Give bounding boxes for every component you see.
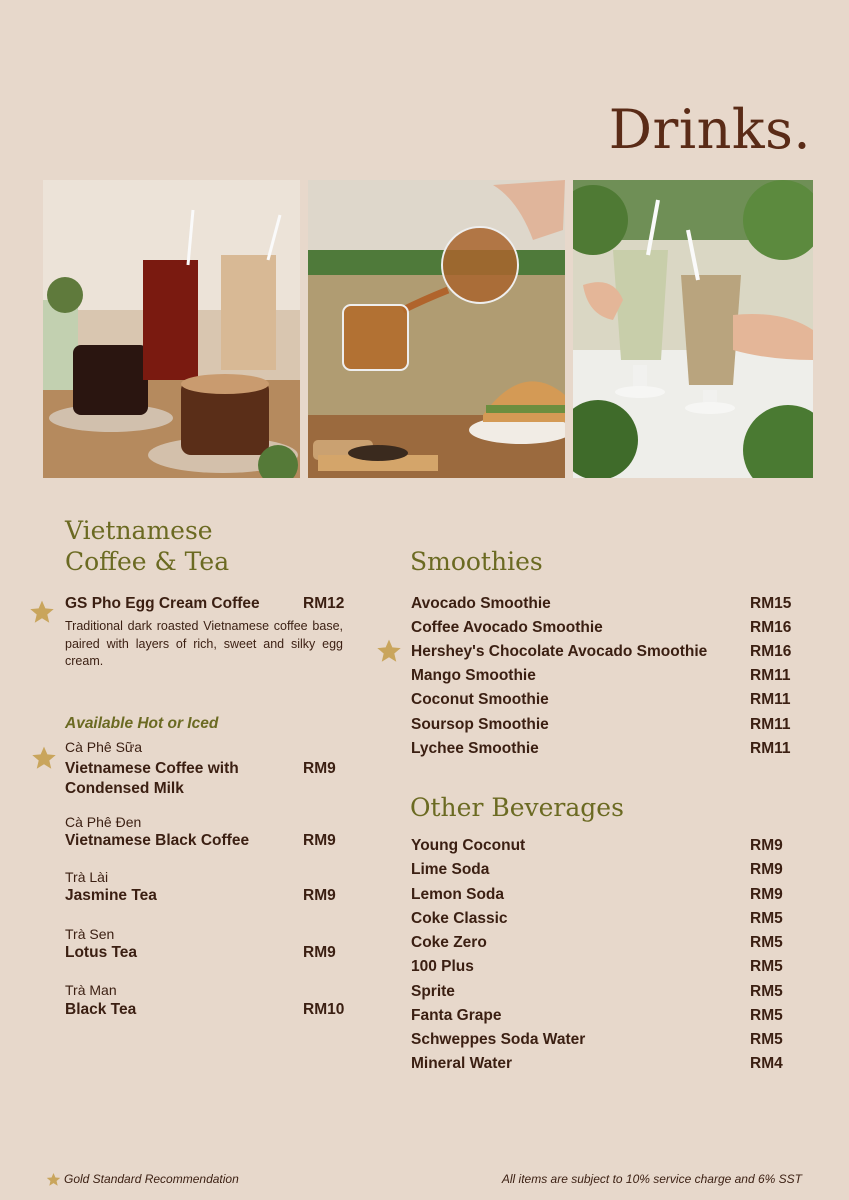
section-title-vietnamese <box>65 515 229 577</box>
photo-tea-pour-sandwich <box>308 180 565 478</box>
section-title-line1: Vietnamese <box>65 516 213 545</box>
smoothie-price: RM11 <box>750 691 791 708</box>
item-name: Vietnamese Coffee with <box>65 760 239 777</box>
item-name-line2: Condensed Milk <box>65 780 184 797</box>
footer-service-charge-note: All items are subject to 10% service charge and 6% SST <box>501 1172 802 1186</box>
item-viet-name: Trà Sen <box>65 926 115 942</box>
section-title-smoothies: Smoothies <box>410 547 543 576</box>
beverage-price: RM5 <box>750 910 783 927</box>
smoothie-name: Hershey's Chocolate Avocado Smoothie <box>411 643 708 660</box>
item-price: RM9 <box>303 760 336 777</box>
gold-star-icon <box>29 599 55 625</box>
beverage-name: Fanta Grape <box>411 1007 502 1024</box>
featured-item-price: RM12 <box>303 595 345 612</box>
beverage-name: 100 Plus <box>411 958 474 975</box>
beverage-name: Mineral Water <box>411 1055 513 1072</box>
item-price: RM10 <box>303 1001 345 1018</box>
beverage-name: Lime Soda <box>411 861 490 878</box>
smoothie-price: RM11 <box>750 716 791 733</box>
section-title-line2: Coffee & Tea <box>65 547 230 576</box>
item-price: RM9 <box>303 832 336 849</box>
gold-star-icon <box>376 638 402 664</box>
photo-smoothies-toast <box>573 180 813 478</box>
gold-star-icon <box>46 1172 61 1187</box>
smoothie-price: RM11 <box>750 740 791 757</box>
gold-star-icon <box>31 745 57 771</box>
item-viet-name: Trà Lài <box>65 869 109 885</box>
smoothie-price: RM15 <box>750 595 792 612</box>
beverage-price: RM9 <box>750 886 783 903</box>
featured-item-name: GS Pho Egg Cream Coffee <box>65 595 260 612</box>
item-viet-name: Cà Phê Đen <box>65 814 142 830</box>
beverage-name: Young Coconut <box>411 837 526 854</box>
beverage-price: RM9 <box>750 837 783 854</box>
photo-coffee-tea-glasses <box>43 180 300 478</box>
item-viet-name: Trà Man <box>65 982 117 998</box>
item-price: RM9 <box>303 887 336 904</box>
smoothie-name: Avocado Smoothie <box>411 595 551 612</box>
featured-item-description: Traditional dark roasted Vietnamese coffee base, paired with layers of rich, sweet and silky egg cream. <box>65 619 343 668</box>
beverage-name: Schweppes Soda Water <box>411 1031 586 1048</box>
beverage-price: RM9 <box>750 861 783 878</box>
smoothie-price: RM11 <box>750 667 791 684</box>
item-name: Black Tea <box>65 1001 137 1018</box>
beverage-name: Lemon Soda <box>411 886 505 903</box>
footer-recommendation-note: Gold Standard Recommendation <box>64 1172 239 1186</box>
smoothie-name: Coffee Avocado Smoothie <box>411 619 603 636</box>
beverage-name: Sprite <box>411 983 455 1000</box>
beverage-price: RM5 <box>750 934 783 951</box>
smoothie-name: Lychee Smoothie <box>411 740 539 757</box>
smoothie-name: Mango Smoothie <box>411 667 536 684</box>
beverage-name: Coke Zero <box>411 934 487 951</box>
smoothie-name: Coconut Smoothie <box>411 691 549 708</box>
beverage-price: RM5 <box>750 958 783 975</box>
section-title-other-beverages: Other Beverages <box>410 793 624 822</box>
smoothie-name: Soursop Smoothie <box>411 716 549 733</box>
item-viet-name: Cà Phê Sữa <box>65 739 143 755</box>
item-name: Vietnamese Black Coffee <box>65 832 250 849</box>
smoothie-price: RM16 <box>750 643 792 660</box>
beverage-price: RM5 <box>750 1007 783 1024</box>
item-name: Jasmine Tea <box>65 887 157 904</box>
available-hot-iced-label: Available Hot or Iced <box>65 715 219 732</box>
beverage-name: Coke Classic <box>411 910 508 927</box>
beverage-price: RM5 <box>750 983 783 1000</box>
beverage-price: RM5 <box>750 1031 783 1048</box>
item-price: RM9 <box>303 944 336 961</box>
beverage-price: RM4 <box>750 1055 783 1072</box>
item-name: Lotus Tea <box>65 944 138 961</box>
page-title: Drinks. <box>608 98 811 161</box>
smoothie-price: RM16 <box>750 619 792 636</box>
